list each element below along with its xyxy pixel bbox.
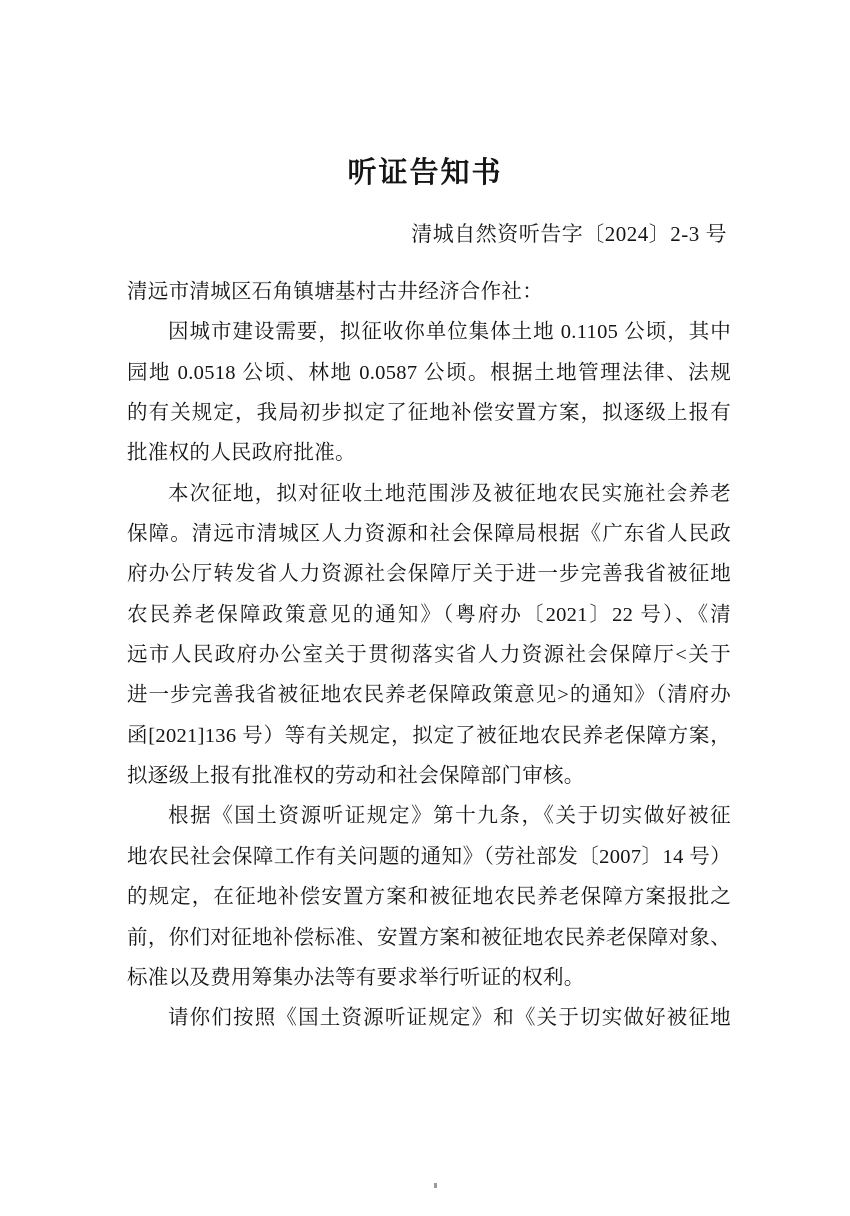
body-line: 保障。清远市清城区人力资源和社会保障局根据《广东省人民政 <box>127 523 731 546</box>
body-line: 远市人民政府办公室关于贯彻落实省人力资源社会保障厅<关于 <box>127 644 731 667</box>
body-line: 的有关规定，我局初步拟定了征地补偿安置方案，拟逐级上报有 <box>127 402 731 425</box>
body-line: 进一步完善我省被征地农民养老保障政策意见>的通知》（清府办 <box>127 684 731 707</box>
body-line: 地农民社会保障工作有关问题的通知》（劳社部发〔2007〕14 号） <box>127 845 731 868</box>
body-line: 前，你们对征地补偿标准、安置方案和被征地农民养老保障对象、 <box>127 926 731 949</box>
body-line: 府办公厅转发省人力资源社会保障厅关于进一步完善我省被征地 <box>127 563 731 586</box>
body-line: 农民养老保障政策意见的通知》（粤府办〔2021〕22 号）、《清 <box>127 603 731 626</box>
body-line: 因城市建设需要，拟征收你单位集体土地 0.1105 公顷，其中 <box>168 321 731 344</box>
body-line: 的规定，在征地补偿安置方案和被征地农民养老保障方案报批之 <box>127 886 731 909</box>
body-line: 拟逐级上报有批准权的劳动和社会保障部门审核。 <box>127 765 585 788</box>
body-line: 园地 0.0518 公顷、林地 0.0587 公顷。根据土地管理法律、法规 <box>127 361 731 384</box>
addressee-line: 清远市清城区石角镇塘基村古井经济合作社： <box>127 281 543 303</box>
document-title: 听证告知书 <box>347 157 503 189</box>
body-text <box>127 272 731 1039</box>
reference-number: 清城自然资听告字〔2024〕2-3 号 <box>411 222 727 246</box>
scan-speck <box>434 1183 437 1188</box>
body-line: 批准权的人民政府批准。 <box>127 442 356 465</box>
body-line: 本次征地，拟对征收土地范围涉及被征地农民实施社会养老 <box>168 482 731 505</box>
body-line: 根据《国土资源听证规定》第十九条，《关于切实做好被征 <box>168 805 731 828</box>
body-line: 请你们按照《国土资源听证规定》和《关于切实做好被征地 <box>168 1007 731 1030</box>
body-line: 标准以及费用筹集办法等有要求举行听证的权利。 <box>127 966 585 989</box>
body-line: 函[2021]136 号）等有关规定，拟定了被征地农民养老保障方案， <box>127 724 731 747</box>
